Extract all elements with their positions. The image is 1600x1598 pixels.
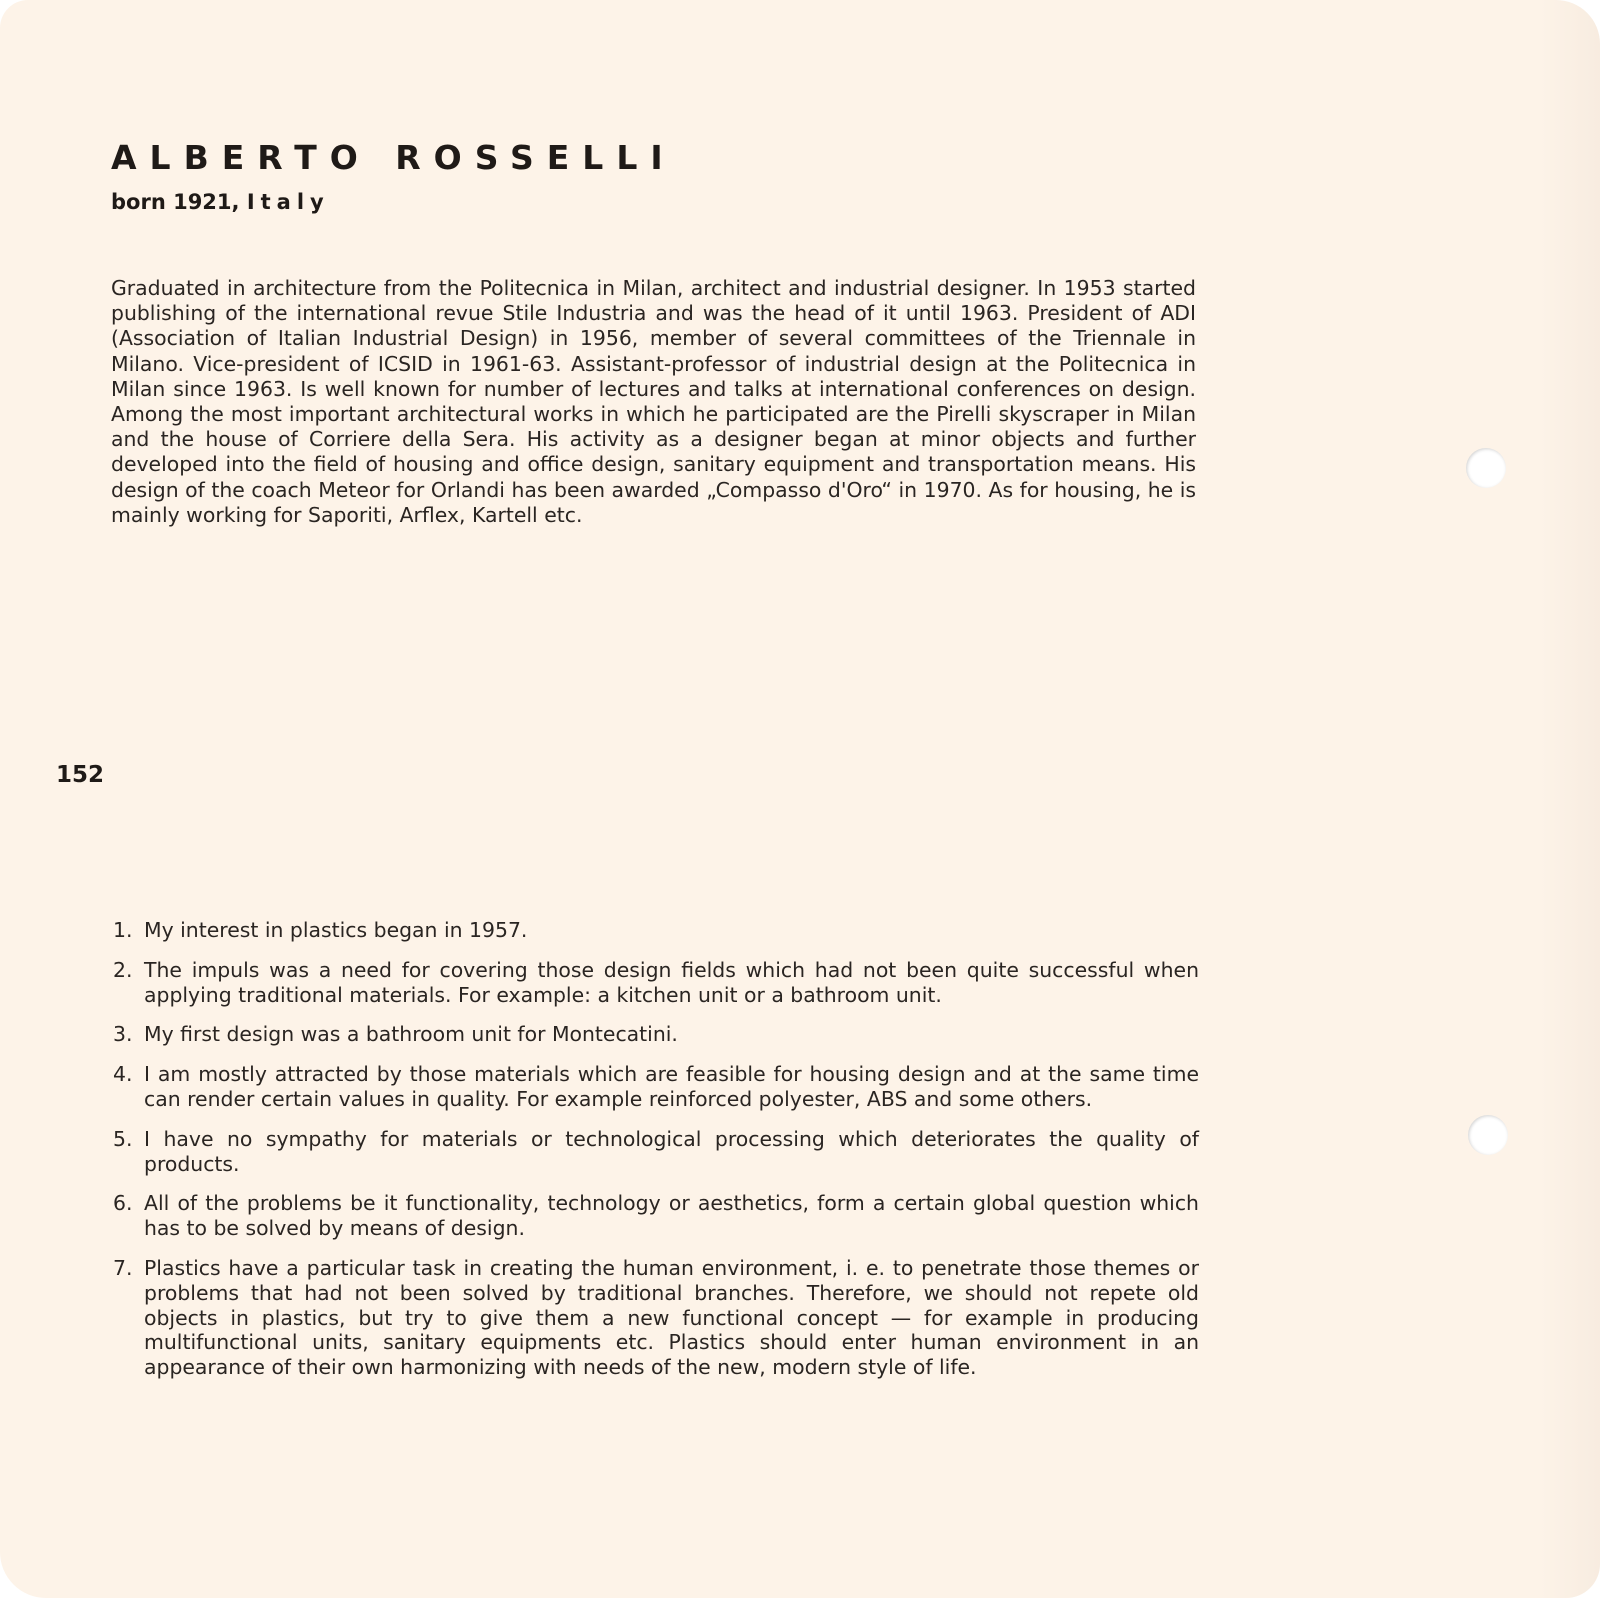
birth-country: Italy [246, 190, 330, 214]
birth-year: born 1921, [111, 190, 240, 214]
answer-text: I have no sympathy for materials or technological processing which deteriorates the quality of products. [144, 1126, 1199, 1176]
answer-text: My first design was a bathroom unit for Montecatini. [144, 1022, 678, 1047]
answer-item [111, 1191, 1199, 1241]
answer-item [111, 1062, 1199, 1112]
binder-hole-top [1466, 448, 1506, 488]
answer-text: The impuls was a need for covering those design fields which had not been quite successful when applying traditional materials. For example: a kitchen unit or a bathroom unit. [144, 957, 1199, 1007]
answer-number: 2. [113, 957, 133, 982]
page-number: 152 [56, 762, 105, 788]
answers-list [111, 918, 1199, 1395]
answer-number: 3. [113, 1022, 133, 1047]
biography-paragraph: Graduated in architecture from the Politecnica in Milan, architect and industrial designer. In 1953 started publishing of the international revue Stile Industria and was the head of it until 1963. President of ADI (Association of Italian Industrial Design) in 1956, member of several committees of the Triennale in Milano. Vice-president of ICSID in 1961-63. Assistant-professor of industrial design at the Politecnica in Milan since 1963. Is well known for number of lectures and talks at international conferences on design. Among the most important architectural works in which he participated are the Pirelli skyscraper in Milan and the house of Corriere della Sera. His activity as a designer began at minor objects and further developed into the field of housing and office design, sanitary equipment and transportation means. His design of the coach Meteor for Orlandi has been awarded „Compasso d'Oro“ in 1970. As for housing, he is mainly working for Saporiti, Arflex, Kartell etc. [111, 276, 1196, 527]
answer-text: Plastics have a particular task in creating the human environment, i. e. to penetrate those themes or problems that had not been solved by traditional branches. Therefore, we should not repete old objects in plastics, but try to give them a new functional concept — for example in producing multifunctional units, sanitary equipments etc. Plastics should enter human environment in an appearance of their own harmonizing with needs of the new, modern style of life. [144, 1255, 1199, 1380]
designer-name: ALBERTO ROSSELLI [111, 138, 676, 177]
answer-item [111, 958, 1199, 1008]
answer-item [111, 1127, 1199, 1177]
answer-text: All of the problems be it functionality, technology or aesthetics, form a certain global question which has to be solved by means of design. [144, 1191, 1199, 1241]
answer-item [111, 918, 1199, 943]
answer-text: My interest in plastics began in 1957. [144, 918, 528, 942]
answer-item [111, 1022, 1199, 1047]
answer-number: 4. [113, 1062, 133, 1087]
answer-item [111, 1256, 1199, 1380]
binder-hole-bottom [1468, 1115, 1508, 1155]
answer-number: 7. [113, 1255, 133, 1280]
answer-number: 5. [113, 1126, 133, 1151]
answer-number: 6. [113, 1191, 133, 1216]
birth-info [111, 190, 330, 214]
answer-number: 1. [113, 918, 133, 942]
answer-text: I am mostly attracted by those materials which are feasible for housing design and at the same time can render certain values in quality. For example reinforced polyester, ABS and some others. [144, 1062, 1199, 1111]
